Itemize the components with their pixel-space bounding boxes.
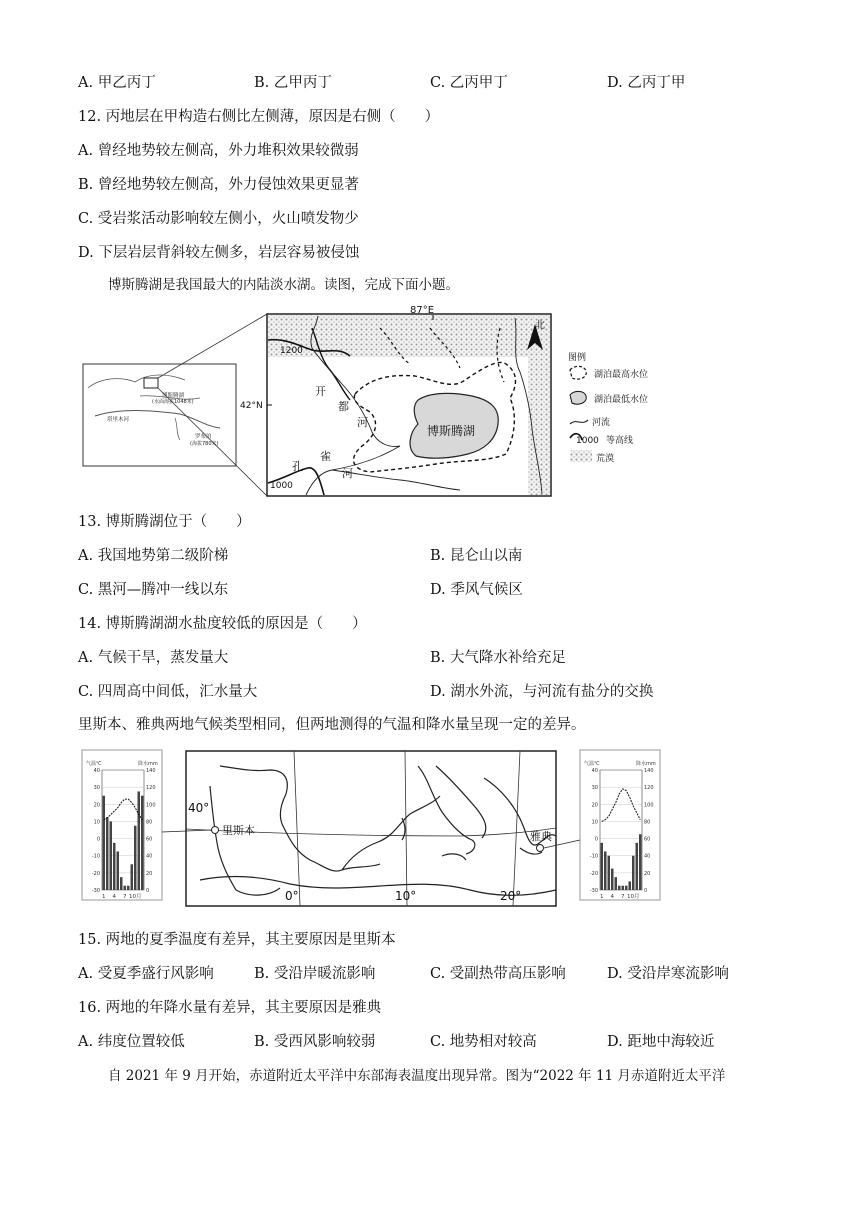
q14-option-b[interactable]: B. 大气降水补给充足	[430, 650, 566, 666]
lat-42n-label: 42°N	[240, 401, 263, 411]
lisbon-precip-tick: 20	[146, 870, 153, 877]
lisbon-precip-bar	[120, 877, 123, 890]
lisbon-precip-bar	[131, 864, 134, 890]
lisbon-temp-tick: -30	[91, 888, 100, 894]
q14-option-c[interactable]: C. 四周高中间低，汇水量大	[78, 684, 258, 700]
legend-lowest-icon	[570, 391, 586, 404]
athens-temp-tick: -30	[589, 888, 598, 894]
legend-desert-icon	[570, 450, 592, 462]
lisbon-temp-tick: -20	[91, 870, 100, 877]
intro-climate: 里斯本、雅典两地气候类型相同，但两地测得的气温和降水量呈现一定的差异。	[78, 717, 586, 733]
q13-option-a[interactable]: A. 我国地势第二级阶梯	[78, 548, 229, 564]
lisbon-precip-bar	[124, 886, 127, 890]
q15-option-d[interactable]: D. 受沿岸寒流影响	[607, 966, 729, 982]
lisbon-precip-tick: 60	[146, 836, 153, 843]
lisbon-month-tick: 4	[112, 894, 116, 900]
athens-precip-bar	[618, 886, 621, 890]
legend-desert: 荒漠	[596, 454, 615, 464]
q12-option-b[interactable]: B. 曾经地势较左侧高，外力侵蚀效果更显著	[78, 177, 359, 193]
q14-option-a[interactable]: A. 气候干旱，蒸发量大	[78, 650, 229, 666]
legend-river: 河流	[592, 418, 611, 428]
q16-option-d[interactable]: D. 距地中海较近	[607, 1034, 715, 1050]
desert-top	[268, 315, 550, 357]
athens-precip-bar	[639, 834, 642, 890]
lisbon-precip-bar	[134, 826, 137, 890]
lisbon-temp-tick: 40	[93, 768, 100, 774]
lisbon-temp-tick: -10	[91, 853, 100, 860]
lisbon-precip-tick: 100	[146, 802, 156, 809]
lisbon-temp-tick: 30	[93, 785, 100, 792]
contour-1000-label: 1000	[270, 481, 293, 491]
kongque-char-2: 雀	[320, 450, 331, 463]
legend-contour: 等高线	[606, 436, 634, 446]
inset-lop-label-2: (海拔780米)	[190, 441, 219, 447]
q15-option-a[interactable]: A. 受夏季盛行风影响	[78, 966, 214, 982]
intro-elnino: 自 2021 年 9 月开始，赤道附近太平洋中东部海表温度出现异常。图为“2022 年 11 月赤道附近太平洋	[108, 1068, 726, 1084]
q16-stem: 16. 两地的年降水量有差异，其主要原因是雅典	[78, 1000, 382, 1016]
athens-precip-tick: 100	[644, 802, 654, 809]
legend-river-icon	[570, 420, 588, 424]
athens-precip-tick: 0	[644, 888, 648, 894]
athens-precip-bar	[625, 886, 628, 890]
lisbon-precip-bar	[127, 886, 130, 890]
athens-label: 雅典	[530, 830, 552, 843]
q11-option-c[interactable]: C. 乙丙甲丁	[430, 75, 508, 91]
lisbon-temp-unit: 气温℃	[86, 761, 102, 767]
q16-option-c[interactable]: C. 地势相对较高	[430, 1034, 537, 1050]
lisbon-precip-tick: 80	[146, 819, 153, 826]
athens-temp-tick: 10	[591, 819, 598, 826]
lisbon-temp-tick: 20	[93, 802, 100, 809]
athens-month-tick: 1	[600, 894, 604, 900]
athens-precip-bar	[632, 856, 635, 890]
athens-temp-tick: 0	[594, 836, 598, 843]
lisbon-precip-bar	[106, 817, 109, 890]
lat-40-label: 40°	[188, 801, 210, 815]
lisbon-precip-tick: 140	[146, 768, 156, 774]
kongque-char-3: 河	[342, 467, 353, 480]
athens-temp-tick: -20	[589, 870, 598, 877]
contour-1200-label: 1200	[280, 346, 303, 356]
athens-month-tick: 4	[610, 894, 614, 900]
athens-precip-bar	[622, 886, 625, 890]
q14-stem: 14. 博斯腾湖湖水盐度较低的原因是（ ）	[78, 616, 367, 632]
athens-month-tick: 7	[621, 894, 625, 900]
kaidu-char-1: 开	[315, 385, 326, 398]
lisbon-label: 里斯本	[222, 824, 255, 837]
athens-precip-bar	[629, 881, 632, 890]
athens-temp-tick: 40	[591, 768, 598, 774]
q13-option-d[interactable]: D. 季风气候区	[430, 582, 523, 598]
q15-option-b[interactable]: B. 受沿岸暖流影响	[254, 966, 376, 982]
legend-lowest: 湖泊最低水位	[594, 395, 649, 405]
lisbon-month-tick: 10月	[129, 894, 142, 900]
athens-marker	[537, 845, 544, 852]
lisbon-precip-bar	[141, 796, 144, 890]
inset-river-label: 塔里木河	[107, 417, 130, 423]
q16-option-a[interactable]: A. 纬度位置较低	[78, 1034, 185, 1050]
kaidu-char-2: 都	[338, 400, 349, 413]
athens-temp-tick: 30	[591, 785, 598, 792]
kongque-char-1: 孔	[292, 460, 303, 473]
q14-option-d[interactable]: D. 湖水外流，与河流有盐分的交换	[430, 684, 654, 700]
inset-lake-label-2: (水面海拔1048米)	[152, 399, 194, 405]
inset-lop-label-1: 罗布泊	[195, 434, 212, 440]
lisbon-marker	[212, 827, 219, 834]
lisbon-precip-unit: 降水mm	[138, 761, 158, 767]
athens-precip-tick: 60	[644, 836, 651, 843]
athens-precip-unit: 降水mm	[636, 761, 656, 767]
lon-0-label: 0°	[285, 889, 299, 903]
legend-title: 图例	[568, 353, 587, 363]
lisbon-precip-bar	[138, 791, 141, 890]
bosten-lake-map	[80, 298, 770, 503]
lon-87e-label: 87°E	[410, 305, 435, 316]
q13-option-b[interactable]: B. 昆仑山以南	[430, 548, 523, 564]
q13-stem: 13. 博斯腾湖位于（ ）	[78, 514, 251, 530]
athens-temp-tick: 20	[591, 802, 598, 809]
athens-precip-tick: 40	[644, 853, 651, 860]
athens-precip-bar	[611, 869, 614, 890]
north-label: 北	[535, 320, 545, 331]
lisbon-month-tick: 1	[102, 894, 106, 900]
lisbon-temp-tick: 0	[96, 836, 100, 843]
q12-stem: 12. 丙地层在甲构造右侧比左侧薄，原因是右侧（ ）	[78, 109, 440, 125]
legend-contour-value: 1000	[576, 436, 599, 446]
mediterranean-map-figure	[80, 748, 766, 910]
inset-frame	[83, 364, 236, 466]
lisbon-precip-bar	[103, 796, 106, 890]
inset-lake-label-1: 博斯腾湖	[162, 393, 185, 399]
q11-option-a[interactable]: A. 甲乙丙丁	[78, 75, 156, 91]
lisbon-precip-tick: 120	[146, 785, 156, 792]
q11-option-d[interactable]: D. 乙丙丁甲	[607, 75, 686, 91]
lisbon-precip-bar	[110, 821, 113, 890]
lisbon-precip-tick: 0	[146, 888, 150, 894]
q12-option-a[interactable]: A. 曾经地势较左侧高，外力堆积效果较微弱	[78, 143, 359, 159]
athens-month-tick: 10月	[627, 894, 640, 900]
lon-20-label: 20°	[500, 889, 522, 903]
athens-precip-bar	[601, 843, 604, 890]
athens-temp-unit: 气温℃	[584, 761, 600, 767]
lisbon-precip-bar	[117, 851, 120, 890]
lon-10-label: 10°	[395, 889, 417, 903]
q12-option-d[interactable]: D. 下层岩层背斜较左侧多，岩层容易被侵蚀	[78, 245, 360, 261]
q16-option-b[interactable]: B. 受西风影响较弱	[254, 1034, 376, 1050]
athens-temp-tick: -10	[589, 853, 598, 860]
desert-right	[528, 357, 550, 495]
athens-precip-tick: 80	[644, 819, 651, 826]
athens-precip-bar	[615, 877, 618, 890]
athens-precip-tick: 20	[644, 870, 651, 877]
lisbon-precip-tick: 40	[146, 853, 153, 860]
kaidu-char-3: 河	[357, 416, 368, 429]
lisbon-temp-tick: 10	[93, 819, 100, 826]
q12-option-c[interactable]: C. 受岩浆活动影响较左侧小，火山喷发物少	[78, 211, 359, 227]
athens-precip-bar	[604, 851, 607, 890]
lisbon-precip-bar	[113, 843, 116, 890]
q13-option-c[interactable]: C. 黑河—腾冲一线以东	[78, 582, 229, 598]
q15-option-c[interactable]: C. 受副热带高压影响	[430, 966, 566, 982]
legend-highest-icon	[570, 366, 586, 379]
athens-precip-tick: 140	[644, 768, 654, 774]
intro-bosten: 博斯腾湖是我国最大的内陆淡水湖。读图，完成下面小题。	[108, 277, 459, 293]
athens-precip-tick: 120	[644, 785, 654, 792]
q11-option-b[interactable]: B. 乙甲丙丁	[254, 75, 332, 91]
lisbon-month-tick: 7	[123, 894, 127, 900]
athens-precip-bar	[636, 843, 639, 890]
lake-name-label: 博斯腾湖	[427, 424, 476, 438]
legend-highest: 湖泊最高水位	[594, 370, 649, 380]
q15-stem: 15. 两地的夏季温度有差异，其主要原因是里斯本	[78, 932, 396, 948]
athens-precip-bar	[608, 856, 611, 890]
